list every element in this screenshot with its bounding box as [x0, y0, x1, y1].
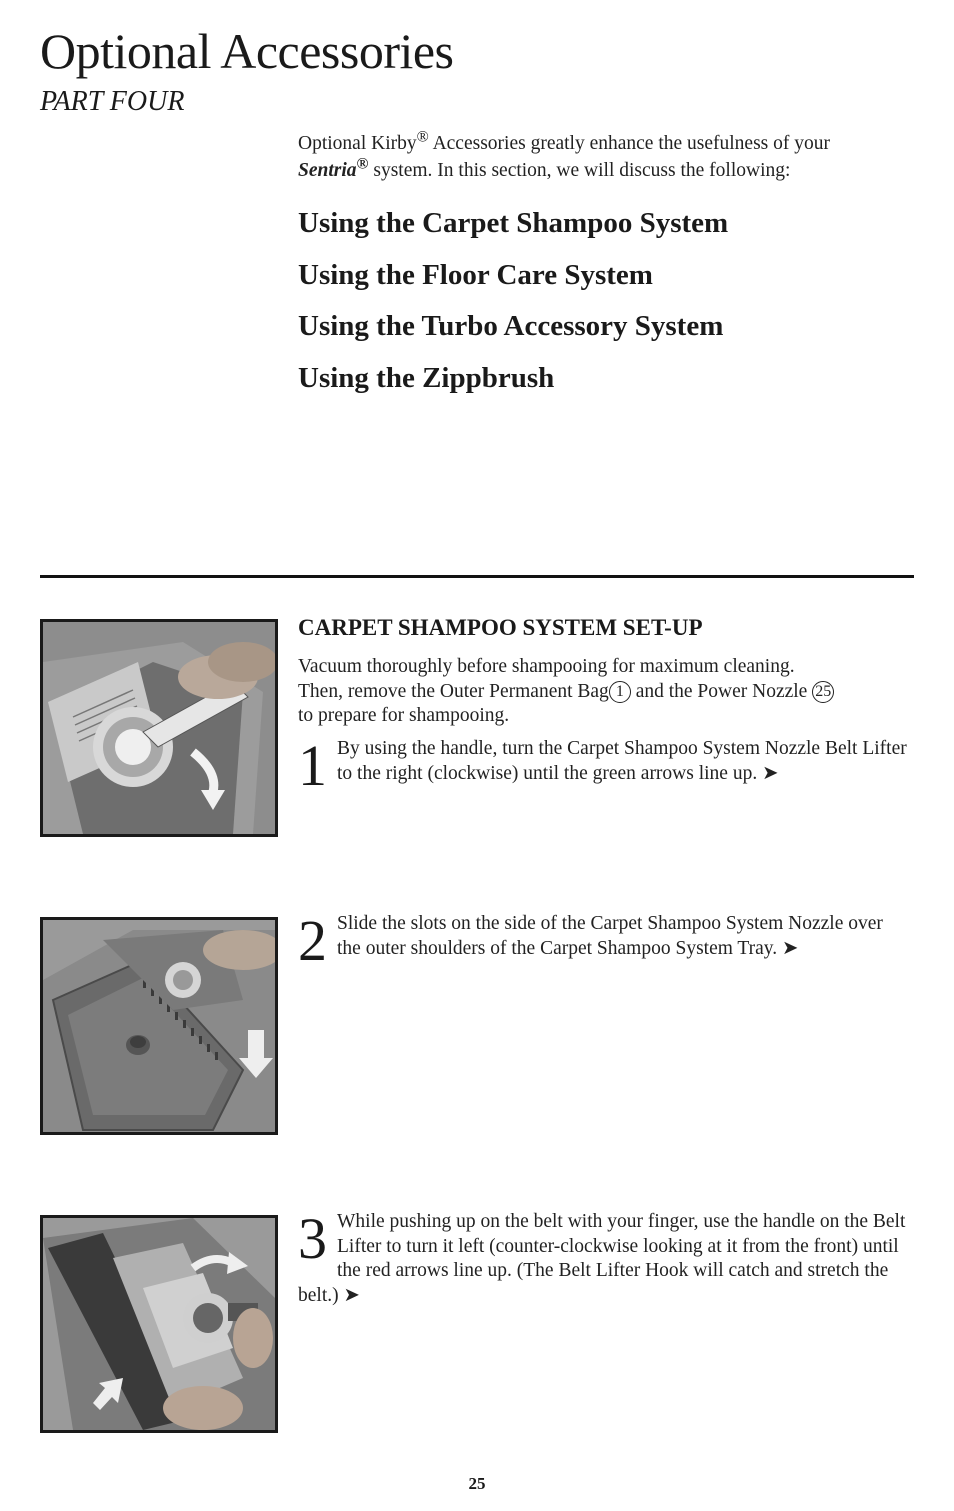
brand-name: Sentria®	[298, 155, 369, 181]
step-text: Slide the slots on the side of the Carpet Shampoo System Nozzle over the outer shoulders of the Carpet Shampoo System Tray. ➤	[337, 913, 883, 959]
part-subtitle: PART FOUR	[40, 86, 185, 117]
prep-paragraph	[298, 655, 908, 729]
belt-lifter-illustration	[43, 622, 275, 834]
shampoo-tray-illustration	[43, 920, 275, 1132]
step-2-photo	[40, 917, 278, 1135]
contents-item: Using the Carpet Shampoo System	[298, 207, 729, 239]
step-number: 2	[298, 908, 327, 973]
intro-text-2: Accessories greatly enhance the usefulness of your	[428, 133, 831, 154]
belt-lifter-hook-illustration	[43, 1218, 275, 1430]
part-ref-nozzle: 25	[812, 681, 834, 703]
step-text: While pushing up on the belt with your finger, use the handle on the Belt Lifter to turn it left (counter-clockwise looking at it from the front) until the red arrows line up. (The Belt Lifter Hook will catch and stretch the belt.) ➤	[298, 1211, 906, 1306]
intro-text-3: system. In this section, we will discuss the following:	[368, 160, 791, 181]
registered-mark: ®	[356, 155, 369, 173]
contents-item: Using the Turbo Accessory System	[298, 310, 724, 342]
step-number: 3	[298, 1206, 327, 1271]
prep-text-2: Then, remove the Outer Permanent Bag	[298, 680, 609, 702]
step-3	[298, 1206, 910, 1308]
prep-text-3: and the Power Nozzle	[630, 680, 813, 702]
step-2	[298, 908, 910, 973]
page-number: 25	[468, 1474, 486, 1493]
intro-paragraph	[298, 130, 908, 184]
step-1-photo	[40, 619, 278, 837]
contents-item: Using the Floor Care System	[298, 258, 653, 291]
prep-text-1: Vacuum thoroughly before shampooing for maximum cleaning.	[298, 656, 795, 677]
step-1	[298, 733, 910, 798]
page-title: Optional Accessories	[40, 23, 454, 79]
step-text: By using the handle, turn the Carpet Shampoo System Nozzle Belt Lifter to the right (clockwise) until the green arrows line up. ➤	[337, 738, 907, 784]
step-number: 1	[298, 733, 327, 798]
prep-text-4: to prepare for shampooing.	[298, 705, 510, 726]
registered-mark: ®	[416, 128, 429, 146]
intro-text-1: Optional Kirby	[298, 133, 417, 154]
step-3-photo	[40, 1215, 278, 1433]
section-heading: CARPET SHAMPOO SYSTEM SET-UP	[298, 615, 703, 640]
section-divider	[40, 575, 914, 578]
part-ref-bag: 1	[609, 681, 631, 703]
contents-list	[298, 204, 728, 410]
contents-item: Using the Zippbrush	[298, 361, 555, 394]
